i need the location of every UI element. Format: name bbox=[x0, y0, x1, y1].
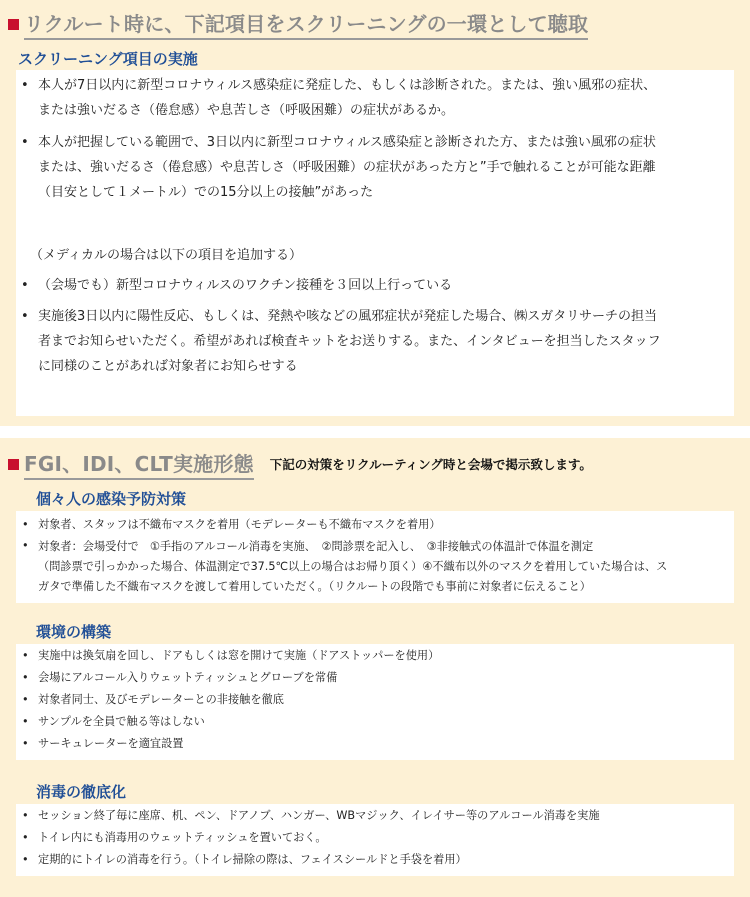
screening-items-box bbox=[16, 70, 734, 416]
list-item: • 実施中は換気扇を回し、ドアもしくは窓を開けて実施（ドアストッパーを使用） bbox=[16, 645, 734, 667]
interview-format-title: FGI、IDI、CLT実施形態 下記の対策をリクルーティング時と会場で掲示致します。 bbox=[8, 448, 592, 480]
environment-box bbox=[16, 644, 734, 760]
list-item: • 定期的にトイレの消毒を行う。（トイレ掃除の際は、フェイスシールドと手袋を着用） bbox=[16, 849, 734, 871]
environment-heading: 環境の構築 bbox=[36, 623, 112, 641]
disinfection-list bbox=[16, 804, 734, 871]
environment-list bbox=[16, 644, 734, 755]
list-item: • 実施後3日以内に陽性反応、もしくは、発熱や咳などの風邪症状が発症した場合、㈱スガタリサーチの担当 者までお知らせいただく。希望があれば検査キットをお送りする。また、インタビューを担当したスタッフ に同様のことがあれば対象者にお知らせする bbox=[16, 304, 734, 379]
red-square-marker-icon bbox=[8, 459, 19, 470]
list-item: • 対象者同士、及びモデレーターとの非接触を徹底 bbox=[16, 689, 734, 711]
interview-format-section bbox=[0, 438, 750, 897]
list-item: • セッション終了毎に座席、机、ペン、ドアノブ、ハンガー、WBマジック、イレイサー等のアルコール消毒を実施 bbox=[16, 805, 734, 827]
medical-list bbox=[16, 304, 734, 379]
screening-list bbox=[16, 130, 734, 205]
list-item: • サーキュレーターを適宜設置 bbox=[16, 733, 734, 755]
screening-section-title: リクルート時に、下記項目をスクリーニングの一環として聴取 bbox=[8, 8, 588, 40]
list-item: • （会場でも）新型コロナウィルスのワクチン接種を３回以上行っている bbox=[16, 273, 734, 298]
list-item: • サンプルを全員で触る等はしない bbox=[16, 711, 734, 733]
medical-list bbox=[16, 273, 734, 298]
screening-section bbox=[0, 0, 750, 426]
list-item: • トイレ内にも消毒用のウェットティッシュを置いておく。 bbox=[16, 827, 734, 849]
red-square-marker-icon bbox=[8, 19, 19, 30]
section-divider bbox=[0, 426, 750, 438]
list-item: • 会場にアルコール入りウェットティッシュとグローブを常備 bbox=[16, 667, 734, 689]
disinfection-heading: 消毒の徹底化 bbox=[36, 783, 127, 801]
disinfection-box bbox=[16, 804, 734, 876]
screening-subheading: スクリーニング項目の実施 bbox=[18, 50, 198, 68]
list-item: • 対象者、スタッフは不織布マスクを着用（モデレーターも不織布マスクを着用） bbox=[16, 514, 734, 536]
list-item: • 本人が把握している範囲で、3日以内に新型コロナウィルス感染症と診断された方、または強い風邪の症状 または、強いだるさ（倦怠感）や息苦しさ（呼吸困難）の症状があった方と”手で触れることが可能な距離 （目安として１メートル）での15分以上の接触”があった bbox=[16, 130, 734, 205]
personal-measures-list bbox=[16, 511, 734, 597]
screening-list bbox=[16, 73, 734, 123]
personal-measures-box bbox=[16, 511, 734, 603]
list-item: • 本人が7日以内に新型コロナウィルス感染症に発症した、もしくは診断された。または、強い風邪の症状、 または強いだるさ（倦怠感）や息苦しさ（呼吸困難）の症状があるか。 bbox=[16, 73, 734, 123]
medical-note: （メディカルの場合は以下の項目を追加する） bbox=[30, 248, 302, 263]
personal-measures-heading: 個々人の感染予防対策 bbox=[36, 490, 187, 508]
list-item: • 対象者：会場受付で ①手指のアルコール消毒を実施、 ②問診票を記入し、 ③非接触式の体温計で体温を測定 （問診票で引っかかった場合、体温測定で37.5℃以上の場合はお帰り頂く）④不織布以外のマスクを着用していた場合は、ス ガタで準備した不織布マスクを渡して着用していただく。（リクルートの段階でも事前に対象者に伝えること） bbox=[16, 536, 734, 597]
posting-note: 下記の対策をリクルーティング時と会場で掲示致します。 bbox=[269, 457, 592, 472]
